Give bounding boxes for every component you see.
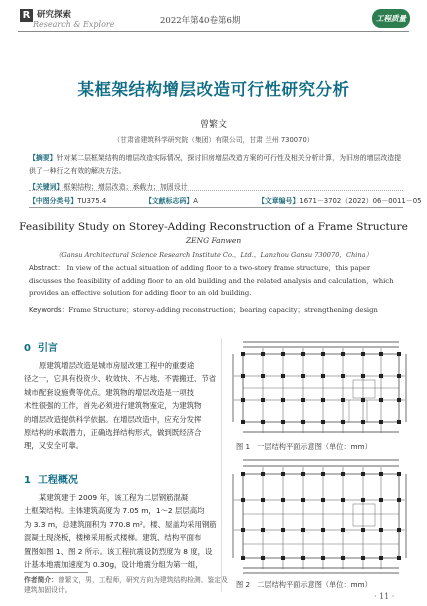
abstract-en-line: provides an effective solution for adding floor to an old building.: [29, 289, 252, 297]
keywords-en-label: Keywords：: [29, 306, 69, 314]
text-line: 原结构的承载潜力，正确选择结构形式，做到既经济合: [24, 428, 202, 438]
text-line: 置图如图 1、图 2 所示。该工程抗震设防烈度为 8 度，设: [24, 546, 213, 556]
text-line: 计基本地震加速度为 0.30g，设计地震分组为第一组，: [24, 560, 203, 570]
text-line: 某建筑建于 2009 年，该工程为二层钢筋混凝: [39, 493, 189, 502]
text-line: 为 3.3 m，总建筑面积为 770.8 m²。楼、屋盖均采用钢筋: [24, 519, 217, 529]
abstract-rule-bottom: [29, 207, 403, 208]
document-code: [145, 195, 198, 205]
author-cn: 曾繁文: [199, 120, 227, 130]
figure-1-caption: 图 1 一层结构平面示意图（单位：mm）: [236, 442, 372, 451]
author-note: [24, 575, 228, 595]
abstract-cn-label: 【摘要】: [29, 154, 57, 162]
column-divider: [221, 338, 222, 592]
journal-logo: [372, 9, 410, 28]
page-number: · 11 ·: [374, 592, 395, 601]
section-0-body: [24, 359, 217, 453]
section-0-number: 0: [24, 343, 31, 354]
author-en: ZENG Fanwen: [185, 236, 242, 245]
text-line: 土框架结构。主体建筑高度为 7.05 m，1～2 层层高均: [24, 506, 205, 516]
clc-number: [29, 195, 106, 205]
text-line: 径之一，它具有投资少、收效快、不占地、不需搬迁、节省: [24, 374, 217, 384]
keywords-en: [29, 304, 378, 314]
doc-value: A: [193, 197, 198, 205]
text-line: 城市配套设施费等优点。建筑物的增层改造是一项技: [24, 387, 194, 397]
figure-1-floor-plan: [229, 336, 411, 441]
section-1-number: 1: [24, 475, 31, 486]
article-number: [258, 195, 421, 205]
text-line: 术性很强的工作，首先必须进行建筑物鉴定，为建筑物: [24, 401, 202, 411]
affiliation-en: （Gansu Architectural Science Research Institute Co.，Ltd.，Lanzhou Gansu 730070，China）: [54, 251, 373, 259]
text-line: 原建筑增层改造是城市房屋改建工程中的重要途: [39, 361, 195, 370]
paper-title-en: Feasibility Study on Storey-Adding Reconstruction of a Frame Structure: [19, 221, 408, 233]
doc-label: 【文献标志码】: [145, 197, 194, 205]
text-line: 混凝土现浇板，楼梯采用板式楼梯。建筑、结构平面布: [24, 533, 202, 543]
no-value: 1671－3702（2022）06－0011－05: [299, 197, 422, 205]
author-note-label: 作者简介：: [24, 576, 58, 584]
clc-value: TU375.4: [77, 197, 107, 205]
footnote-rule: [24, 572, 88, 573]
author-note-line: 建筑加固设计。: [24, 586, 72, 594]
affiliation-cn: （甘肃省建筑科学研究院（集团）有限公司，甘肃 兰州 730070）: [113, 136, 314, 144]
section-1-body: [24, 491, 217, 571]
abstract-en-line: discusses the feasibility of adding floor to an old building and the related analysis and calculation，which: [29, 276, 394, 285]
abstract-cn: [29, 152, 403, 177]
journal-section-cn: 研究探索: [37, 10, 72, 20]
abstract-en-label: Abstract：: [29, 264, 65, 272]
section-1-heading: [24, 471, 78, 486]
abstract-rule-top: [29, 190, 403, 191]
text-line: 的增层改造提供科学依据。在增层改造中，应充分发挥: [24, 414, 202, 424]
keywords-cn-label: 【关键词】: [29, 183, 64, 191]
plan-outline: [243, 474, 399, 558]
journal-section-en: Research & Explore: [33, 20, 115, 29]
abstract-en: [29, 262, 411, 300]
paper-title-cn: 某框架结构增层改造可行性研究分析: [77, 80, 350, 99]
section-0-heading: [24, 339, 58, 354]
journal-logo-box: R: [20, 9, 33, 22]
section-1-title: 工程概况: [37, 475, 78, 486]
figure-2-floor-plan: [229, 454, 411, 578]
keywords-en-text: Frame Structure；storey-adding reconstruction；bearing capacity；strengthening design: [68, 306, 378, 314]
abstract-cn-text: 针对某二层框架结构的增层改造实际情况，探讨旧房增层改造方案的可行性及相关分析计算，为旧房的增层改造提供了一种行之有效的解决方法。: [29, 154, 402, 175]
logo-text: 工程质量: [376, 14, 406, 23]
issue-label: 2022年第40卷第6期: [160, 16, 241, 26]
header-rule: [18, 31, 409, 32]
abstract-en-line: Abstract： In view of the actual situation of adding floor to a two-story frame structure，this paper: [29, 264, 371, 272]
section-0-title: 引言: [37, 343, 58, 354]
no-label: 【文章编号】: [258, 197, 300, 205]
author-note-line: 作者简介：曾繁文，男，工程师，研究方向为建筑结构检测、鉴定及: [24, 576, 228, 584]
figure-2-caption: 图 2 二层结构平面示意图（单位：mm）: [236, 580, 372, 589]
keywords-cn-text: 框架结构；增层改造；承载力；加固设计: [63, 183, 188, 191]
text-line: 理，又安全可靠。: [24, 441, 84, 451]
clc-label: 【中图分类号】: [29, 197, 78, 205]
